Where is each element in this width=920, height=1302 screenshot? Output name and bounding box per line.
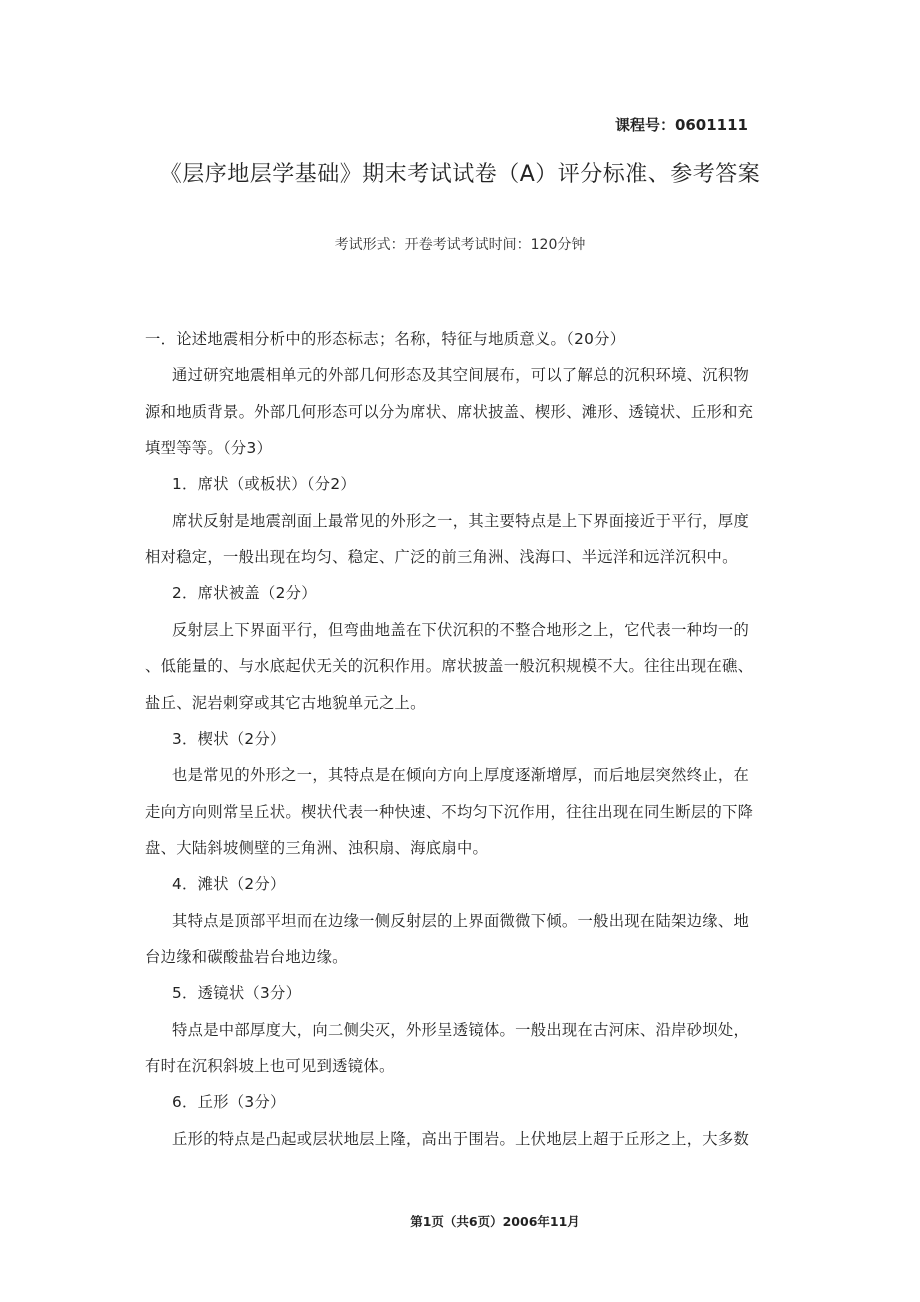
text-line: 有时在沉积斜坡上也可见到透镜体。 xyxy=(145,1057,395,1075)
text-line: 1．席状（或板状）（分2） xyxy=(172,475,356,494)
text-line: 填型等等。（分3） xyxy=(145,439,273,458)
text-line: 台边缘和碳酸盐岩台地边缘。 xyxy=(145,947,348,966)
text-line: 特点是中部厚度大，向二侧尖灭，外形呈透镜体。一般出现在古河床、沿岸砂坝处， xyxy=(172,1020,750,1039)
text-line: 相对稳定，一般出现在均匀、稳定、广泛的前三角洲、浅海口、半远洋和远洋沉积中。 xyxy=(145,548,738,567)
exam-info: 考试形式：开卷考试考试时间：120分钟 xyxy=(334,237,586,253)
course-number: 课程号：0601111 xyxy=(614,116,748,134)
text-line: 反射层上下界面平行，但弯曲地盖在下伏沉积的不整合地形之上，它代表一种均一的 xyxy=(172,620,750,639)
text-line: 、低能量的、与水底起伏无关的沉积作用。席状披盖一般沉积规模不大。往往出现在礁、 xyxy=(145,657,754,676)
text-line: 3．楔状（2分） xyxy=(172,729,286,748)
text-line: 2．席状被盖（2分） xyxy=(172,584,317,603)
text-line: 通过研究地震相单元的外部几何形态及其空间展布，可以了解总的沉积环境、沉积物 xyxy=(172,366,750,385)
text-line: 走向方向则常呈丘状。楔状代表一种快速、不均匀下沉作用，往往出现在同生断层的下降 xyxy=(145,802,754,821)
page-footer: 第1页（共6页）2006年11月 xyxy=(410,1214,580,1229)
text-line: 5．透镜状（3分） xyxy=(172,984,302,1003)
text-line: 6．丘形（3分） xyxy=(172,1093,286,1112)
text-line: 源和地质背景。外部几何形态可以分为席状、席状披盖、楔形、滩形、透镜状、丘形和充 xyxy=(145,402,754,421)
text-line: 席状反射是地震剖面上最常见的外形之一，其主要特点是上下界面接近于平行，厚度 xyxy=(172,511,750,530)
text-line: 丘形的特点是凸起或层状地层上隆，高出于围岩。上伏地层上超于丘形之上，大多数 xyxy=(172,1129,750,1148)
text-line: 也是常见的外形之一，其特点是在倾向方向上厚度逐渐增厚，而后地层突然终止，在 xyxy=(172,766,750,785)
text-line: 4．滩状（2分） xyxy=(172,875,286,894)
text-line: 盐丘、泥岩刺穿或其它古地貌单元之上。 xyxy=(145,693,426,712)
text-line: 盘、大陆斜坡侧壁的三角洲、浊积扇、海底扇中。 xyxy=(145,838,489,857)
text-line: 其特点是顶部平坦而在边缘一侧反射层的上界面微微下倾。一般出现在陆架边缘、地 xyxy=(172,911,750,930)
document-title: 《层序地层学基础》期末考试试卷（A）评分标准、参考答案 xyxy=(159,162,761,187)
text-line: 一．论述地震相分析中的形态标志；名称，特征与地质意义。（20分） xyxy=(145,330,626,348)
